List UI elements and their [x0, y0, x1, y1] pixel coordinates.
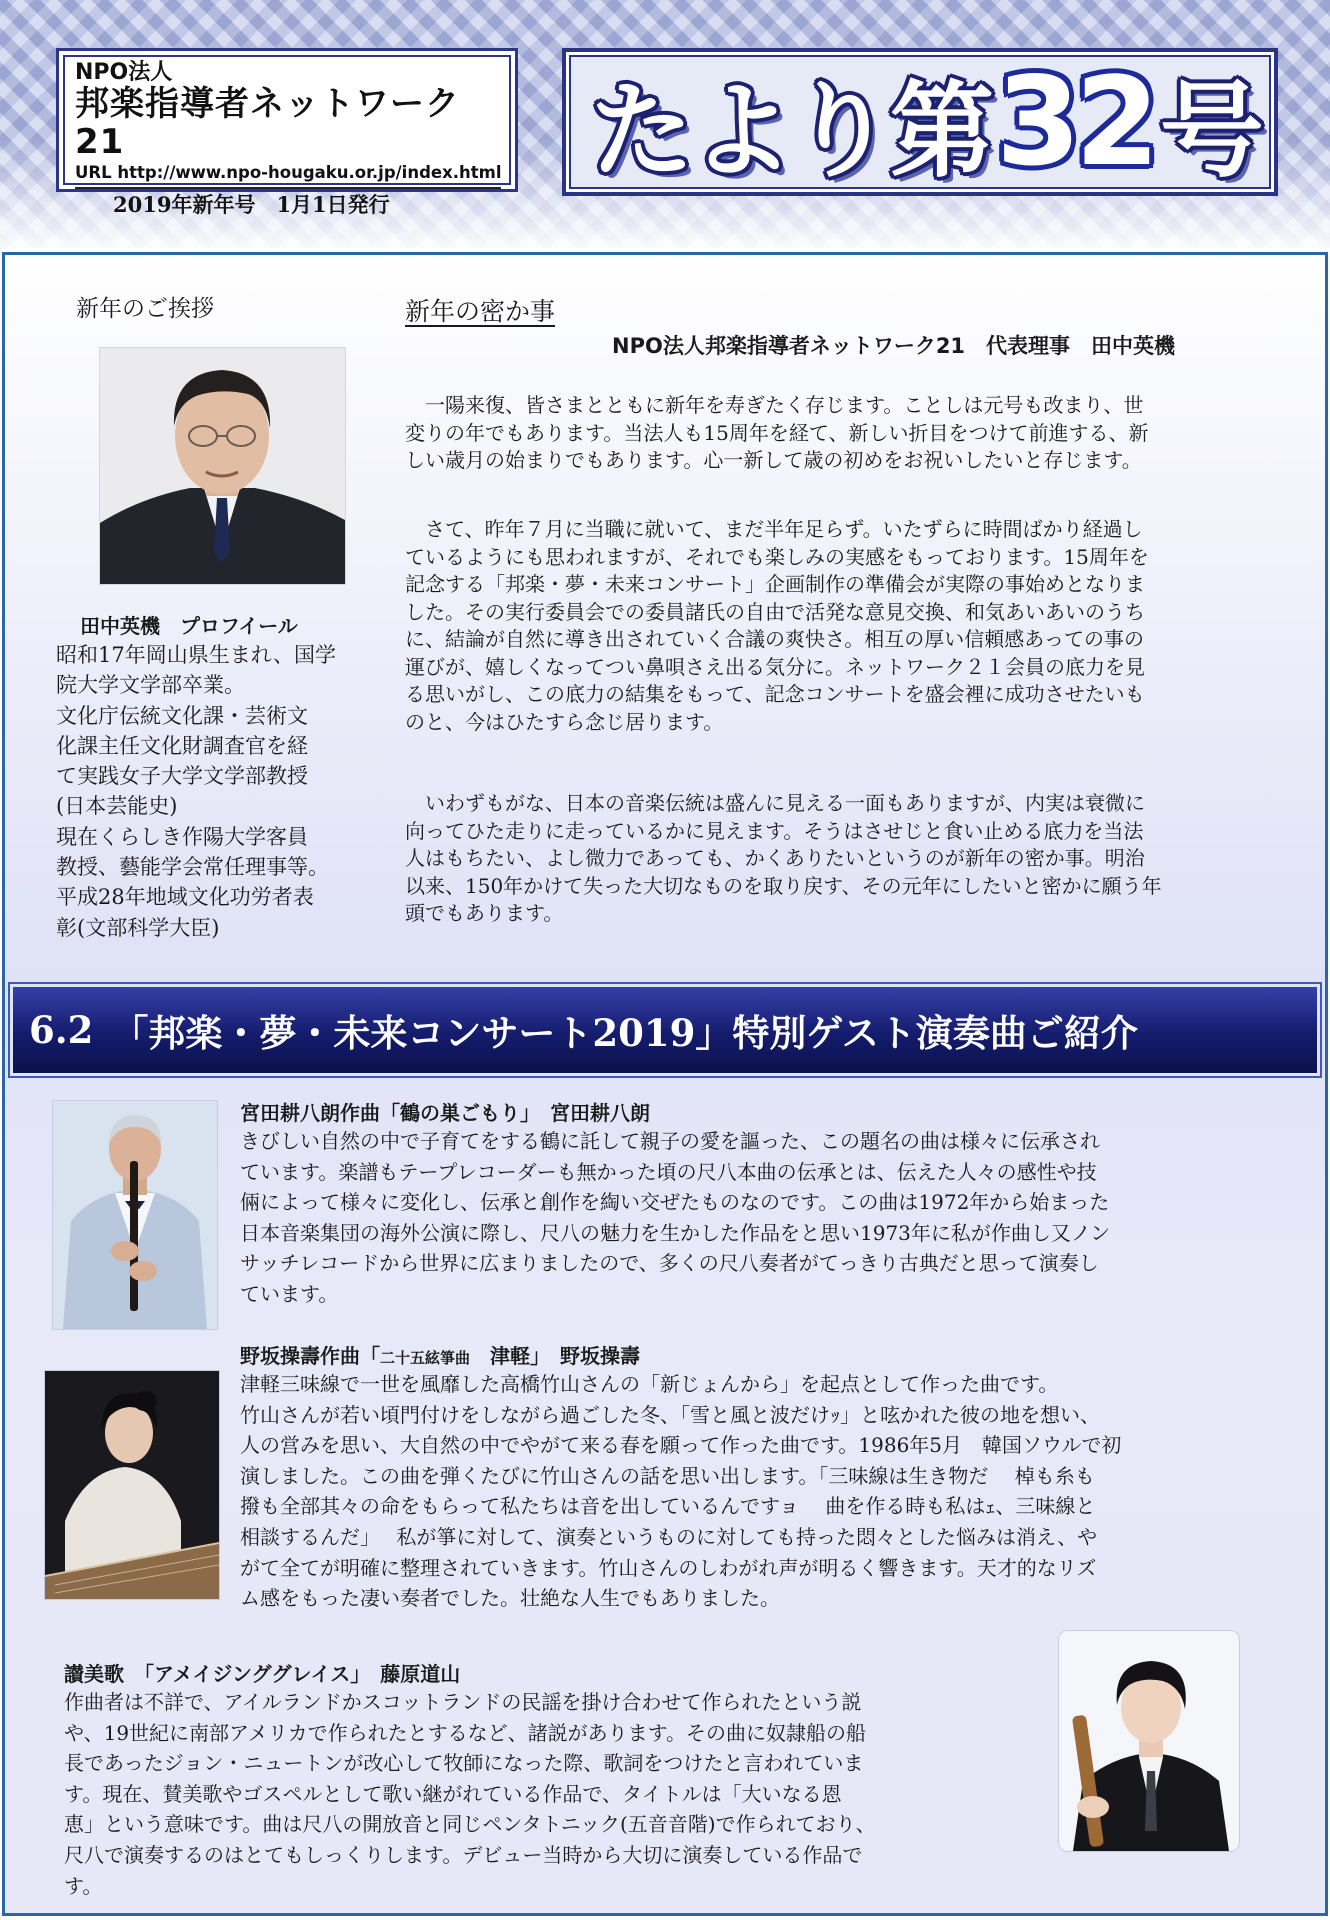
article-line: 変りの年でもあります。当法人も15周年を経て、新しい折目をつけて前進する、新 — [405, 420, 1149, 445]
piece-line: ム感をもった凄い奏者でした。壮絶な人生でもありました。 — [240, 1586, 780, 1611]
piece-line: 撥も全部其々の命をもらって私たちは音を出しているんですョ 曲を作る時も私はｪ、三味線と — [240, 1494, 1096, 1519]
piece-line: 尺八で演奏するのはとてもしっくりします。デビュー当時から大切に演奏している作品で — [64, 1842, 863, 1867]
tanaka-portrait-photo — [99, 347, 346, 585]
piece-line: 倆によって様々に変化し、伝承と創作を綯い交ぜたものなのです。この曲は1972年から始まった — [240, 1190, 1110, 1215]
piece-3-body — [64, 1687, 876, 1901]
title-suffix: 号 — [1159, 70, 1260, 192]
article-line: した。その実行委員会での委員諸氏の自由で活発な意見交換、和気あいあいのうち — [405, 599, 1145, 624]
article-paragraph-3 — [405, 790, 1295, 928]
piece-2-title-b: 津軽」 野坂操壽 — [470, 1344, 641, 1368]
article-line: に、結論が自然に導き出されていく合議の爽快さ。相互の厚い信頼感あっての事の — [405, 627, 1144, 651]
profile-text — [56, 640, 386, 943]
article-line: る思いがし、この底力の結集をもって、記念コンサートを盛会裡に成功させたいも — [405, 682, 1145, 706]
piece-line: がて全てが明確に整理されていきます。竹山さんのしわがれ声が明るく響きます。天才的なリズ — [240, 1555, 1097, 1580]
newsletter-title — [562, 48, 1278, 196]
profile-line: 昭和17年岡山県生まれ、国学 — [56, 643, 336, 667]
piece-line: や、19世紀に南部アメリカで作られたとするなど、諸説があります。その曲に奴隷船の船 — [64, 1720, 867, 1745]
piece-line: ています。楽譜もテープレコーダーも無かった頃の尺八本曲の伝承とは、伝えた人々の感性や技 — [240, 1159, 1097, 1184]
greeting-heading: 新年のご挨拶 — [76, 296, 214, 322]
org-kind: NPO法人 — [75, 60, 173, 85]
piece-1-title: 宮田耕八朗作曲「鶴の巣ごもり」 宮田耕八朗 — [240, 1101, 650, 1125]
piece-line: 恵」という意味です。曲は尺八の開放音と同じペンタトニック(五音音階)で作られており、 — [64, 1812, 876, 1837]
profile-line: て実践女子大学文学部教授 — [56, 764, 308, 789]
piece-line: 長であったジョン・ニュートンが改心して牧師になった際、歌詞をつけたと言われていま — [64, 1751, 864, 1776]
article-line: 向ってひた走りに走っているかに見えます。そうはさせじと食い止める底力を当法 — [405, 818, 1144, 843]
piece-2-title-small: 二十五絃箏曲 — [380, 1349, 471, 1367]
article-line: 一陽来復、皆さまとともに新年を寿ぎたく存じます。ことしは元号も改まり、世 — [405, 393, 1144, 417]
piece-line: 作曲者は不詳で、アイルランドかスコットランドの民謡を掛け合わせて作られたという説 — [64, 1690, 862, 1714]
profile-line: 院大学文学部卒業。 — [56, 673, 245, 698]
article-line: さて、昨年７月に当職に就いて、まだ半年足らず。いたずらに時間ばかり経過し — [405, 517, 1143, 541]
piece-line: 人の営みを思い、大自然の中でやがて来る春を願って作った曲です。1986年5月 韓国ソウルで初 — [240, 1433, 1122, 1458]
piece-line: す。 — [64, 1873, 103, 1898]
piece-line: 竹山さんが若い頃門付けをしながら過ごした冬、「雪と風と波だけｯ」と呟かれた彼の地を想い、 — [240, 1402, 1100, 1427]
article-paragraph-1 — [405, 392, 1295, 475]
piece-line: 日本音楽集団の海外公演に際し、尺八の魅力を生かした作品をと思い1973年に私が作曲し又ノン — [240, 1220, 1111, 1245]
profile-line: 教授、藝能学会常任理事等。 — [56, 855, 329, 880]
issue-date: 2019年新年号 1月1日発行 — [113, 192, 390, 217]
shakuhachi-artist-image — [1059, 1631, 1239, 1851]
profile-title: 田中英機 プロフイール — [80, 614, 298, 638]
section-title: 「邦楽・夢・未来コンサート2019」特別ゲスト演奏曲ご紹介 — [111, 1011, 1138, 1055]
piece-1-body — [240, 1126, 1110, 1310]
piece-line: きびしい自然の中で子育てをする鶴に託して親子の愛を謳った、この題名の曲は様々に伝承され — [240, 1129, 1100, 1153]
koto-player-image — [45, 1371, 219, 1599]
piece-line: サッチレコードから世界に広まりましたので、多くの尺八奏者がてっきり古典だと思って演奏し — [240, 1251, 1099, 1276]
piece-2-title — [240, 1340, 640, 1369]
org-info-box — [56, 48, 518, 217]
article-title: 新年の密か事 — [405, 297, 556, 326]
piece-3-title: 讃美歌 「アメイジンググレイス」 藤原道山 — [64, 1662, 461, 1686]
article-line: 頭でもあります。 — [405, 901, 564, 925]
profile-line: 彰(文部科学大臣) — [56, 915, 220, 940]
org-name: 邦楽指導者ネットワーク21 — [75, 84, 460, 162]
piece-2-body — [240, 1369, 1121, 1614]
article-line: しい歳月の始まりでもあります。心一新して歳の初めをお祝いしたいと存じます。 — [405, 448, 1142, 472]
piece-line: す。現在、賛美歌やゴスペルとして歌い継がれている作品で、タイトルは「大いなる恩 — [64, 1781, 842, 1806]
article-line: 運びが、嬉しくなってつい鼻唄さえ出る気分に。ネットワーク２１会員の底力を見 — [405, 654, 1145, 679]
article-line: 人はもちたい、よし微力であっても、かくありたいというのが新年の密か事。明治 — [405, 846, 1145, 870]
piece-line: ています。 — [240, 1281, 339, 1306]
org-url: URL http://www.npo-hougaku.or.jp/index.html — [75, 161, 501, 189]
issue-number: 32 — [996, 51, 1154, 193]
tanaka-portrait-image — [100, 348, 345, 584]
profile-line: (日本芸能史) — [56, 794, 178, 819]
section-number: 6.2 — [29, 1008, 94, 1052]
article-line: 以来、150年かけて失った大切なものを取り戻す、その元年にしたいと密かに願う年 — [405, 873, 1162, 898]
section-banner — [8, 982, 1322, 1078]
piece-2-title-a: 野坂操壽作曲「 — [240, 1344, 380, 1368]
miyata-photo — [52, 1100, 218, 1330]
nosaka-photo — [44, 1370, 220, 1600]
shakuhachi-player-image — [53, 1101, 217, 1329]
piece-line: 津軽三味線で一世を風靡した高橋竹山さんの「新じょんから」を起点として作った曲です。 — [240, 1372, 1059, 1396]
article-paragraph-2 — [405, 516, 1295, 736]
profile-line: 平成28年地域文化功労者表 — [56, 885, 314, 910]
article-author: NPO法人邦楽指導者ネットワーク21 代表理事 田中英機 — [612, 334, 1176, 358]
profile-line: 化課主任文化財調査官を経 — [56, 733, 308, 758]
title-prefix: たより第 — [590, 70, 991, 192]
article-line: ているようにも思われますが、それでも楽しみの実感をもっております。15周年を — [405, 544, 1149, 569]
masthead — [0, 0, 1330, 248]
article-line: 記念する「邦楽・夢・未来コンサート」企画制作の準備会が実際の事始めとなりま — [405, 572, 1145, 596]
profile-line: 文化庁伝統文化課・芸術文 — [56, 703, 308, 728]
profile-line: 現在くらしき作陽大学客員 — [56, 824, 308, 849]
piece-line: 相談するんだ」 私が箏に対して、演奏というものに対しても持った悶々とした悩みは消え、や — [240, 1524, 1098, 1549]
article-line: いわずもがな、日本の音楽伝統は盛んに見える一面もありますが、内実は衰微に — [405, 791, 1145, 815]
piece-line: 演しました。この曲を弾くたびに竹山さんの話を思い出します。「三味線は生き物だ 棹も糸も — [240, 1463, 1095, 1488]
article-line: のと、今はひたすら念じ居ります。 — [405, 709, 724, 734]
fujiwara-photo — [1058, 1630, 1240, 1852]
section-banner-bar — [13, 987, 1317, 1073]
